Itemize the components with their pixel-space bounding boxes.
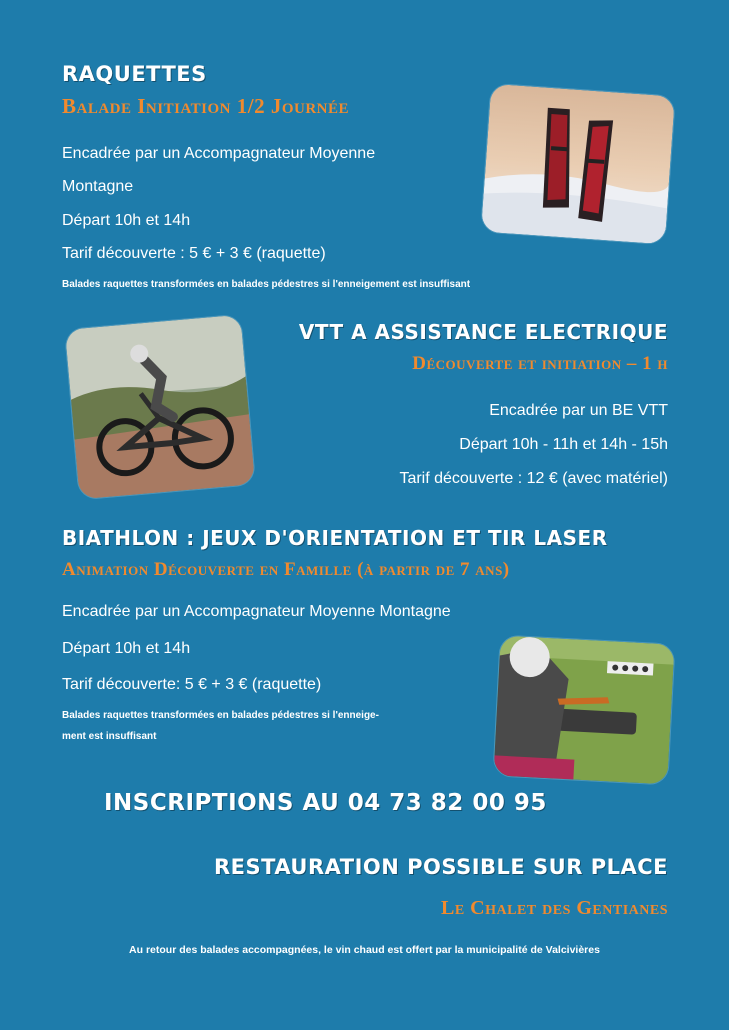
- raquettes-line-1: Encadrée par un Accompagnateur Moyenne: [62, 145, 376, 162]
- raquettes-line-4: Tarif découverte : 5 € + 3 € (raquette): [62, 245, 326, 262]
- ebike-photo: [65, 315, 255, 500]
- raquettes-subtitle: Balade Initiation 1/2 Journée: [62, 94, 350, 118]
- restauration-title: RESTAURATION POSSIBLE SUR PLACE: [213, 855, 668, 879]
- vtt-line-3: Tarif découverte : 12 € (avec matériel): [399, 470, 668, 487]
- raquettes-note: Balades raquettes transformées en balades pédestres si l'enneigement est insuffisant: [62, 279, 471, 290]
- raquettes-title: RAQUETTES: [62, 62, 207, 86]
- vtt-line-1: Encadrée par un BE VTT: [489, 402, 668, 419]
- vtt-subtitle: Découverte et initiation – 1 h: [412, 353, 668, 374]
- snowshoe-photo: [481, 84, 675, 244]
- inscriptions-phone: INSCRIPTIONS AU 04 73 82 00 95: [104, 790, 547, 816]
- vtt-line-2: Départ 10h - 11h et 14h - 15h: [459, 436, 668, 453]
- biathlon-note-1: Balades raquettes transformées en balades pédestres si l'enneige-: [62, 710, 379, 721]
- raquettes-line-2: Montagne: [62, 178, 134, 195]
- raquettes-line-3: Départ 10h et 14h: [62, 212, 191, 229]
- restauration-subtitle: Le Chalet des Gentianes: [440, 897, 668, 919]
- footer-note: Au retour des balades accompagnées, le vin chaud est offert par la municipalité de Valcivières: [129, 944, 600, 956]
- biathlon-title: BIATHLON : JEUX D'ORIENTATION ET TIR LASER: [62, 526, 608, 550]
- biathlon-line-1: Encadrée par un Accompagnateur Moyenne Montagne: [62, 603, 451, 620]
- vtt-title: VTT A ASSISTANCE ELECTRIQUE: [298, 320, 668, 344]
- biathlon-line-2: Départ 10h et 14h: [62, 640, 191, 657]
- biathlon-line-3: Tarif découverte: 5 € + 3 € (raquette): [62, 676, 322, 693]
- biathlon-note-2: ment est insuffisant: [62, 731, 157, 742]
- biathlon-subtitle: Animation Découverte en Famille (à partir de 7 ans): [62, 559, 510, 580]
- laser-shooting-photo: [493, 636, 674, 785]
